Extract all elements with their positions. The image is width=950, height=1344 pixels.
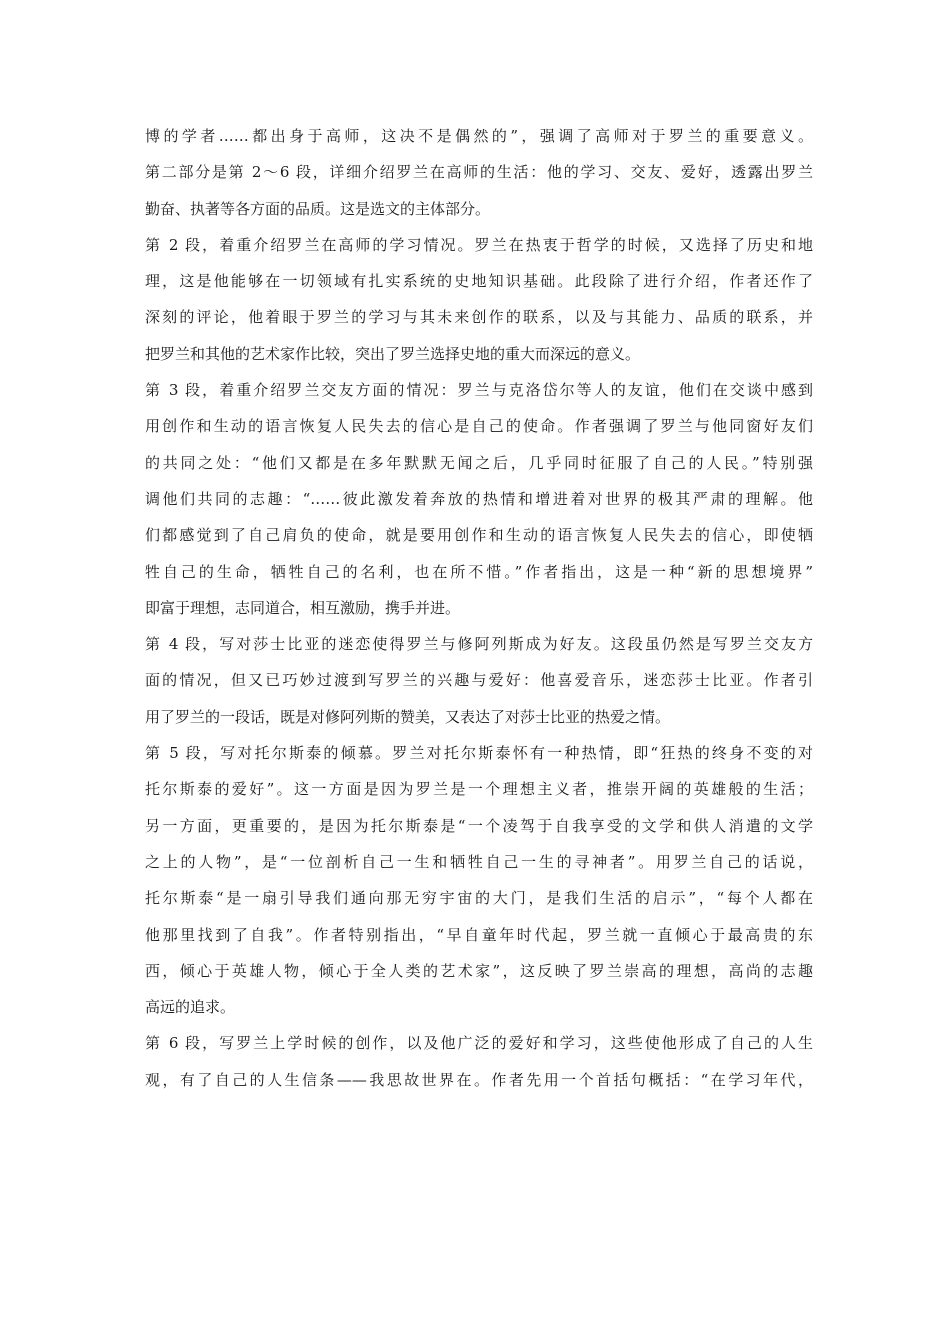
text-line: 托尔斯泰“是一扇引导我们通向那无穷宇宙的大门，是我们生活的启示”，“每个人都在: [145, 889, 813, 908]
text-line: 们都感觉到了自己肩负的使命，就是要用创作和生动的语言恢复人民失去的信心，即使牺: [145, 526, 813, 545]
text-line: 观，有了自己的人生信条——我思故世界在。作者先用一个首括句概括：“在学习年代，: [145, 1070, 813, 1089]
text-line: 之上的人物”，是“一位剖析自己一生和牺牲自己一生的寻神者”。用罗兰自己的话说，: [145, 852, 813, 871]
text-line: 用了罗兰的一段话，既是对修阿列斯的赞美，又表达了对莎士比亚的热爱之情。: [145, 707, 671, 726]
text-line: 用创作和生动的语言恢复人民失去的信心是自己的使命。作者强调了罗兰与他同窗好友们: [145, 417, 813, 436]
text-line: 的共同之处：“他们又都是在多年默默无闻之后，几乎同时征服了自己的人民。”特别强: [145, 453, 813, 472]
document-body: [145, 118, 813, 1098]
text-line: 牲自己的生命，牺牲自己的名利，也在所不惜。”作者指出，这是一种“新的思想境界”: [145, 562, 813, 581]
text-line: 面的情况，但又已巧妙过渡到写罗兰的兴趣与爱好：他喜爱音乐，迷恋莎士比亚。作者引: [145, 671, 813, 690]
text-line: 博的学者……都出身于高师，这决不是偶然的”，强调了高师对于罗兰的重要意义。: [145, 127, 813, 145]
text-line: 西，倾心于英雄人物，倾心于全人类的艺术家”，这反映了罗兰崇高的理想，高尚的志趣: [145, 961, 813, 980]
text-line: 托尔斯泰的爱好”。这一方面是因为罗兰是一个理想主义者，推崇开阔的英雄般的生活；: [145, 780, 813, 799]
text-line: 把罗兰和其他的艺术家作比较，突出了罗兰选择史地的重大而深远的意义。: [145, 344, 641, 363]
text-line: 深刻的评论，他着眼于罗兰的学习与其未来创作的联系，以及与其能力、品质的联系，并: [145, 308, 813, 327]
text-line: 勤奋、执著等各方面的品质。这是选文的主体部分。: [145, 199, 491, 218]
text-line: 他那里找到了自我”。作者特别指出，“早自童年时代起，罗兰就一直倾心于最高贵的东: [145, 925, 813, 944]
text-line: 理，这是他能够在一切领域有扎实系统的史地知识基础。此段除了进行介绍，作者还作了: [145, 272, 813, 291]
text-line: 第 5 段，写对托尔斯泰的倾慕。罗兰对托尔斯泰怀有一种热情，即“狂热的终身不变的对: [145, 744, 813, 763]
text-line: 第 6 段，写罗兰上学时候的创作，以及他广泛的爱好和学习，这些使他形成了自己的人生: [145, 1034, 813, 1053]
text-line: 第二部分是第 2～6 段，详细介绍罗兰在高师的生活：他的学习、交友、爱好，透露出罗兰: [145, 163, 813, 182]
text-line: 第 3 段，着重介绍罗兰交友方面的情况：罗兰与克洛岱尔等人的友谊，他们在交谈中感到: [145, 381, 813, 400]
text-line: 另一方面，更重要的，是因为托尔斯泰是“一个凌驾于自我享受的文学和供人消遣的文学: [145, 816, 813, 835]
text-line: 调他们共同的志趣：“……彼此激发着奔放的热情和增进着对世界的极其严肃的理解。他: [145, 489, 813, 508]
text-line: 第 4 段，写对莎士比亚的迷恋使得罗兰与修阿列斯成为好友。这段虽仍然是写罗兰交友方: [145, 635, 813, 654]
text-line: 高远的追求。: [145, 998, 236, 1017]
text-line: 即富于理想，志同道合，相互激励，携手并进。: [145, 598, 461, 617]
text-line: 第 2 段，着重介绍罗兰在高师的学习情况。罗兰在热衷于哲学的时候，又选择了历史和地: [145, 235, 813, 254]
